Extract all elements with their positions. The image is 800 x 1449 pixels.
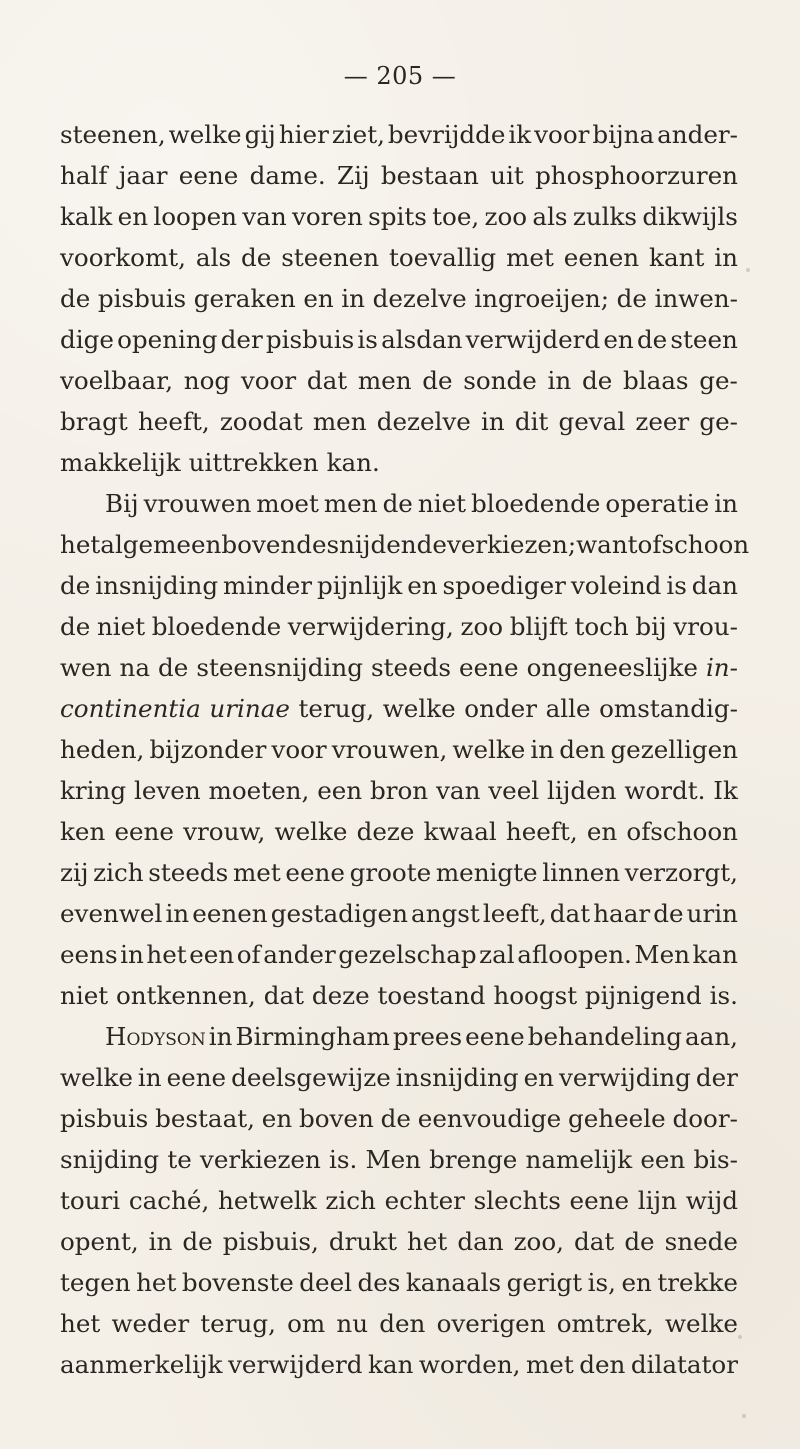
paper-speck (746, 268, 750, 272)
text-line-9: makkelijk uittrekken kan. (60, 448, 380, 477)
page-number: — 205 — (343, 62, 457, 90)
text-line-14: wen na de steensnijding steeds eene ongeneeslijke in- (60, 653, 738, 682)
text-line-31: aanmerkelijk verwijderd kan worden, met den dilatator (60, 1350, 738, 1379)
text-line-2: half jaar eene dame. Zij bestaan uit phosphoorzuren (60, 161, 738, 190)
text-line-28: opent, in de pisbuis, drukt het dan zoo, dat de snede (60, 1227, 738, 1256)
text-line-6: dige opening der pisbuis is alsdan verwijderd en de steen (60, 325, 738, 354)
text-line-15: continentia urinae terug, welke onder alle omstandig- (60, 694, 738, 723)
text-line-23: Hodyson in Birmingham prees eene behandeling aan, (105, 1022, 738, 1051)
text-line-11: het algemeen boven de snijdende verkiezen; want ofschoon (60, 530, 750, 559)
text-line-12: de insnijding minder pijnlijk en spoediger voleind is dan (60, 571, 738, 600)
text-line-17: kring leven moeten, een bron van veel lijden wordt. Ik (60, 776, 738, 805)
body-text (60, 114, 750, 1385)
text-line-21: eens in het een of ander gezelschap zal afloopen. Men kan (60, 940, 738, 969)
text-line-20: evenwel in eenen gestadigen angst leeft, dat haar de urin (60, 899, 738, 928)
text-line-19: zij zich steeds met eene groote menigte linnen verzorgt, (60, 858, 738, 887)
text-line-18: ken eene vrouw, welke deze kwaal heeft, en ofschoon (60, 817, 738, 846)
text-line-8: bragt heeft, zoodat men dezelve in dit geval zeer ge- (60, 407, 738, 436)
text-line-4: voorkomt, als de steenen toevallig met eenen kant in (60, 243, 738, 272)
text-line-26: snijding te verkiezen is. Men brenge namelijk een bis- (60, 1145, 738, 1174)
paper-speck (738, 1335, 742, 1339)
text-line-7: voelbaar, nog voor dat men de sonde in de blaas ge- (60, 366, 738, 395)
text-line-13: de niet bloedende verwijdering, zoo blijft toch bij vrou- (60, 612, 738, 641)
text-line-10: Bij vrouwen moet men de niet bloedende operatie in (105, 489, 738, 518)
text-line-16: heden, bijzonder voor vrouwen, welke in den gezelligen (60, 735, 738, 764)
text-line-1: steenen, welke gij hier ziet, bevrijdde ik voor bijna ander- (60, 120, 738, 149)
text-line-5: de pisbuis geraken en in dezelve ingroeijen; de inwen- (60, 284, 738, 313)
text-line-22: niet ontkennen, dat deze toestand hoogst pijnigend is. (60, 981, 738, 1010)
text-line-30: het weder terug, om nu den overigen omtrek, welke (60, 1309, 738, 1338)
text-line-25: pisbuis bestaat, en boven de eenvoudige geheele door- (60, 1104, 738, 1133)
text-line-27: touri caché, hetwelk zich echter slechts eene lijn wijd (60, 1186, 738, 1215)
paper-speck (742, 1414, 746, 1418)
text-line-3: kalk en loopen van voren spits toe, zoo als zulks dikwijls (60, 202, 738, 231)
text-line-29: tegen het bovenste deel des kanaals gerigt is, en trekke (60, 1268, 738, 1297)
text-line-24: welke in eene deelsgewijze insnijding en verwijding der (60, 1063, 738, 1092)
